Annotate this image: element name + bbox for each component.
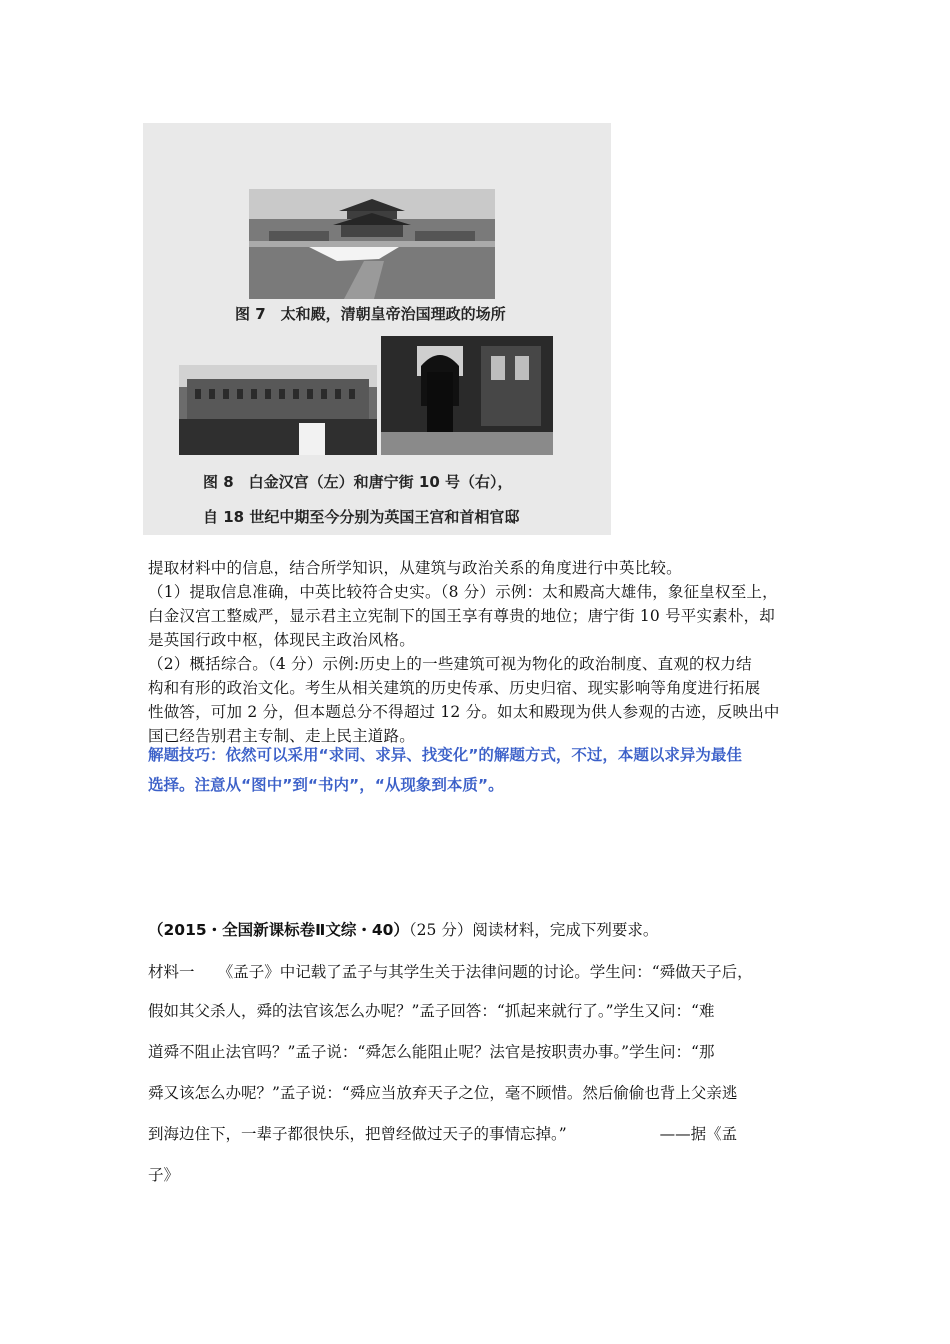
figure-8-caption-line2: 自 18 世纪中期至今分别为英国王宫和首相官邸 — [203, 508, 520, 526]
figure-8-caption-line1: 图 8 白金汉宫（左）和唐宁街 10 号（右）， — [203, 473, 513, 491]
solving-tip — [148, 740, 812, 800]
answer-part2-line4: 国已经告别君主专制、走上民主道路。 — [148, 727, 415, 745]
answer-part1-line2: 白金汉宫工整威严，显示君主立宪制下的国王享有尊贵的地位；唐宁街 10 号平实素朴，却 — [148, 607, 775, 625]
buckingham-palace-photo — [179, 365, 377, 455]
answer-section — [148, 556, 812, 748]
answer-part1-line1: （1）提取信息准确，中英比较符合史实。（8 分）示例：太和殿高大雄伟，象征皇权至上， — [148, 583, 778, 601]
material-line: 假如其父杀人，舜的法官该怎么办呢？”孟子回答：“抓起来就行了。”学生又问：“难 — [148, 1002, 715, 1020]
taihe-hall-photo — [249, 189, 495, 299]
material-line: 到海边住下，一辈子都很快乐，把曾经做过天子的事情忘掉。” ——据《孟 — [148, 1125, 738, 1143]
figure-7-caption: 图 7 太和殿，清朝皇帝治国理政的场所 — [235, 305, 506, 323]
material-line: 材料一 《孟子》中记载了孟子与其学生关于法律问题的讨论。学生问：“舜做天子后， — [148, 963, 753, 981]
answer-part1-line3: 是英国行政中枢，体现民主政治风格。 — [148, 631, 415, 649]
answer-part2-line2: 构和有形的政治文化。考生从相关建筑的历史传承、历史归宿、现实影响等角度进行拓展 — [148, 679, 761, 697]
solving-tip-line2: 选择。注意从“图中”到“书内”，“从现象到本质”。 — [148, 776, 504, 794]
material-line: 舜又该怎么办呢？”孟子说：“舜应当放弃天子之位，毫不顾惜。然后偷偷也背上父亲逃 — [148, 1084, 738, 1102]
answer-prompt: 提取材料中的信息，结合所学知识，从建筑与政治关系的角度进行中英比较。 — [148, 559, 682, 577]
material-line: 子》 — [148, 1166, 180, 1184]
downing-street-photo — [381, 336, 553, 455]
textbook-figure-scan — [143, 123, 611, 535]
question-instruction: （25 分）阅读材料，完成下列要求。 — [408, 921, 659, 939]
solving-tip-line1: 解题技巧：依然可以采用“求同、求异、找变化”的解题方式，不过，本题以求异为最佳 — [148, 746, 742, 764]
material-line: 道舜不阻止法官吗？”孟子说：“舜怎么能阻止呢？法官是按职责办事。”学生问：“那 — [148, 1043, 715, 1061]
answer-part2-line3: 性做答，可加 2 分，但本题总分不得超过 12 分。如太和殿现为供人参观的古迹，反映出中 — [148, 703, 780, 721]
question-header — [148, 919, 828, 941]
question-source: （2015・全国新课标卷Ⅱ文综・40） — [148, 921, 409, 939]
answer-part2-line1: （2）概括综合。（4 分）示例:历史上的一些建筑可视为物化的政治制度、直观的权力结 — [148, 655, 752, 673]
